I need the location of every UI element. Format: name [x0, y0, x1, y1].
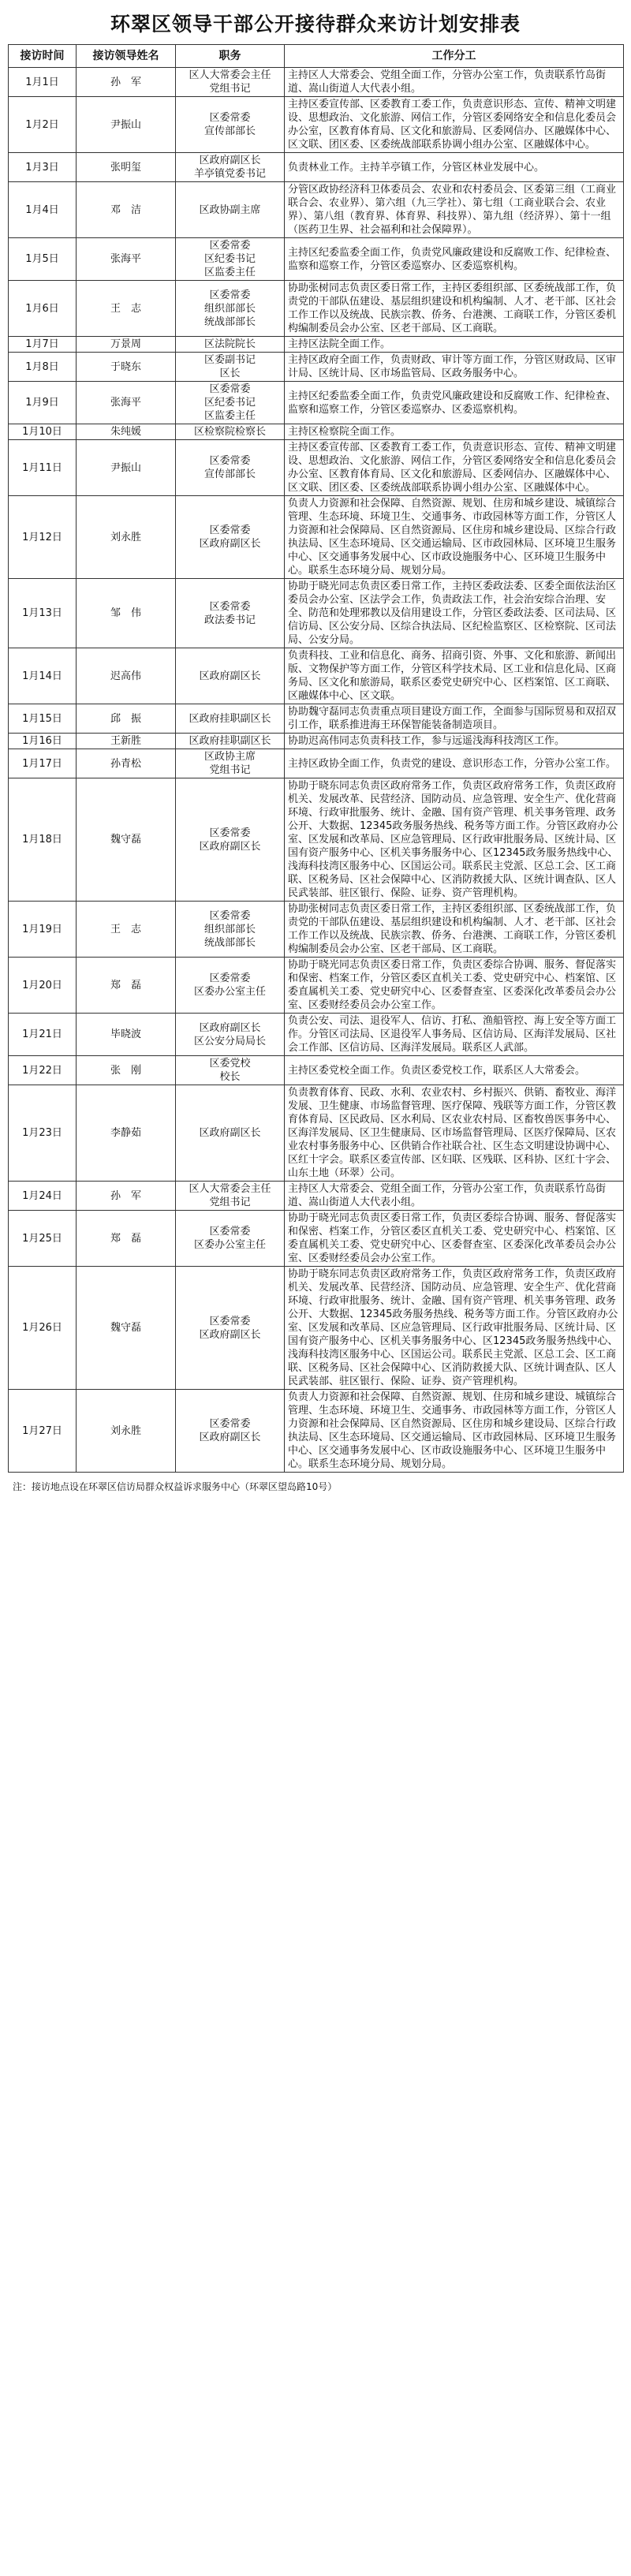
row-date: 1月2日 — [9, 97, 77, 153]
row-leader-name: 刘永胜 — [77, 496, 176, 579]
row-leader-name: 朱纯媛 — [77, 424, 176, 440]
table-row — [9, 648, 624, 704]
row-position: 区委常委 区政府副区长 — [176, 778, 285, 902]
row-position: 区委常委 区政府副区长 — [176, 1267, 285, 1390]
row-duties: 协助张树同志负责区委日常工作，主持区委组织部、区委统战部工作，负责党的干部队伍建设、基层组织建设和机构编制、人才、老干部、区社会工作工作以及统战、民族宗教、侨务、台港澳、工商联工作，分管区委机构编制委员会办公室、区老干部局、区工商联。 — [285, 902, 624, 958]
table-row — [9, 353, 624, 382]
row-duties: 主持区法院全面工作。 — [285, 337, 624, 353]
table-body — [9, 68, 624, 1473]
row-leader-name: 邹 伟 — [77, 579, 176, 648]
row-position: 区委常委 组织部部长 统战部部长 — [176, 281, 285, 337]
row-date: 1月26日 — [9, 1267, 77, 1390]
table-row — [9, 1014, 624, 1056]
row-position: 区委党校 校长 — [176, 1056, 285, 1085]
table-row — [9, 281, 624, 337]
table-row — [9, 440, 624, 496]
row-duties: 负责人力资源和社会保障、自然资源、规划、住房和城乡建设、城镇综合管理、生态环境、环境卫生、交通事务、市政园林等方面工作，分管区人力资源和社会保障局、区自然资源局、区住房和城乡建设局、区综合行政执法局、区生态环境局、区交通运输局、区市政园林局、区环境卫生服务中心、区交通事务发展中心、区市政设施服务中心、区环境卫生服务中心。联系生态环境分局、规划分局。 — [285, 1390, 624, 1473]
row-duties: 主持区纪委监委全面工作，负责党风廉政建设和反腐败工作、纪律检查、监察和巡察工作，分管区委巡察办、区委巡察机构。 — [285, 238, 624, 281]
row-duties: 协助于晓光同志负责区委日常工作，负责区委综合协调、服务、督促落实和保密、档案工作，分管区委区直机关工委、党史研究中心、档案馆、区委直属机关工委、党史研究中心、区委督查室、区委深化改革委员会办公室、区委财经委员会办公室工作。 — [285, 1211, 624, 1267]
row-leader-name: 郑 磊 — [77, 958, 176, 1014]
row-date: 1月15日 — [9, 704, 77, 734]
row-duties: 主持区政协全面工作，负责党的建设、意识形态工作，分管办公室工作。 — [285, 749, 624, 778]
row-duties: 主持区人大常委会、党组全面工作，分管办公室工作，负责联系竹岛街道、嵩山街道人大代表小组。 — [285, 1182, 624, 1211]
row-duties: 主持区纪委监委全面工作，负责党风廉政建设和反腐败工作、纪律检查、监察和巡察工作，分管区委巡察办、区委巡察机构。 — [285, 382, 624, 424]
row-leader-name: 孙 军 — [77, 1182, 176, 1211]
row-position: 区政府副区长 羊亭镇党委书记 — [176, 153, 285, 182]
row-position: 区委常委 区纪委书记 区监委主任 — [176, 382, 285, 424]
table-row — [9, 1056, 624, 1085]
row-duties: 负责人力资源和社会保障、自然资源、规划、住房和城乡建设、城镇综合管理、生态环境、环境卫生、交通事务、市政园林等方面工作，分管区人力资源和社会保障局、区自然资源局、区住房和城乡建设局、区综合行政执法局、区生态环境局、区交通运输局、区市政园林局、区环境卫生服务中心、区交通事务发展中心、区市政设施服务中心、区环境卫生服务中心。联系生态环境分局、规划分局。 — [285, 496, 624, 579]
row-date: 1月8日 — [9, 353, 77, 382]
row-position: 区人大常委会主任 党组书记 — [176, 68, 285, 97]
table-row — [9, 337, 624, 353]
table-row — [9, 182, 624, 238]
table-row — [9, 97, 624, 153]
row-date: 1月20日 — [9, 958, 77, 1014]
row-position: 区政协主席 党组书记 — [176, 749, 285, 778]
row-position: 区委常委 区纪委书记 区监委主任 — [176, 238, 285, 281]
row-leader-name: 王新胜 — [77, 734, 176, 749]
row-date: 1月24日 — [9, 1182, 77, 1211]
row-position: 区委常委 区委办公室主任 — [176, 1211, 285, 1267]
row-date: 1月4日 — [9, 182, 77, 238]
row-duties: 主持区政府全面工作，负责财政、审计等方面工作，分管区财政局、区审计局、区统计局、区市场监管局、区政务服务中心。 — [285, 353, 624, 382]
row-duties: 负责科技、工业和信息化、商务、招商引资、外事、文化和旅游、新闻出版、文物保护等方面工作，分管区科学技术局、区工业和信息化局、区商务局、区文化和旅游局，联系区委党史研究中心、区档案馆、区工商联、区融媒体中心、区文联。 — [285, 648, 624, 704]
table-row — [9, 958, 624, 1014]
table-row — [9, 1182, 624, 1211]
table-row — [9, 382, 624, 424]
table-row — [9, 424, 624, 440]
row-leader-name: 尹振山 — [77, 97, 176, 153]
row-position: 区人大常委会主任 党组书记 — [176, 1182, 285, 1211]
row-leader-name: 邱 振 — [77, 704, 176, 734]
row-date: 1月16日 — [9, 734, 77, 749]
header-duties: 工作分工 — [285, 45, 624, 68]
table-row — [9, 153, 624, 182]
row-date: 1月17日 — [9, 749, 77, 778]
row-date: 1月18日 — [9, 778, 77, 902]
row-leader-name: 迟高伟 — [77, 648, 176, 704]
row-position: 区政协副主席 — [176, 182, 285, 238]
row-position: 区政府副区长 — [176, 648, 285, 704]
row-leader-name: 尹振山 — [77, 440, 176, 496]
row-position: 区委常委 政法委书记 — [176, 579, 285, 648]
row-position: 区政府挂职副区长 — [176, 704, 285, 734]
table-row — [9, 778, 624, 902]
row-duties: 协助魏守磊同志负责重点项目建设方面工作，全面参与国际贸易和双招双引工作，联系推进海王环保智能装备制造项目。 — [285, 704, 624, 734]
row-duties: 协助于晓东同志负责区政府常务工作，负责区政府常务工作，负责区政府机关、发展改革、民营经济、国防动员、应急管理、安全生产、优化营商环境、行政审批服务、统计、金融、国有资产管理、机关事务管理、政务公开、大数据、12345政务服务热线、税务等方面工作。分管区政府办公室、区发展和改革局、区应急管理局、区行政审批服务局、区统计局、区国有资产服务中心、区机关事务服务中心、区12345政务服务热线中心、浅海科技湾区服务中心、区国运公司。联系民主党派、区总工会、区工商联、区税务局、区社会保障中心、区消防救援大队、区统计调查队、区人民武装部、驻区银行、保险、证券、资产管理机构。 — [285, 1267, 624, 1390]
row-date: 1月25日 — [9, 1211, 77, 1267]
page-title: 环翠区领导干部公开接待群众来访计划安排表 — [110, 13, 521, 35]
row-date: 1月1日 — [9, 68, 77, 97]
row-position: 区政府挂职副区长 — [176, 734, 285, 749]
row-duties: 协助于晓东同志负责区政府常务工作，负责区政府常务工作，负责区政府机关、发展改革、民营经济、国防动员、应急管理、安全生产、优化营商环境、行政审批服务、统计、金融、国有资产管理、机关事务管理、政务公开、大数据、12345政务服务热线、税务等方面工作。分管区政府办公室、区发展和改革局、区应急管理局、区行政审批服务局、区统计局、区国有资产服务中心、区机关事务服务中心、区12345政务服务热线中心、浅海科技湾区服务中心、区国运公司。联系民主党派、区总工会、区工商联、区税务局、区社会保障中心、区消防救援大队、区统计调查队、区人民武装部、驻区银行、保险、证券、资产管理机构。 — [285, 778, 624, 902]
row-leader-name: 于晓东 — [77, 353, 176, 382]
row-leader-name: 魏守磊 — [77, 1267, 176, 1390]
row-leader-name: 魏守磊 — [77, 778, 176, 902]
row-date: 1月6日 — [9, 281, 77, 337]
row-date: 1月23日 — [9, 1085, 77, 1182]
row-date: 1月22日 — [9, 1056, 77, 1085]
row-position: 区委常委 宣传部部长 — [176, 440, 285, 496]
row-leader-name: 刘永胜 — [77, 1390, 176, 1473]
row-date: 1月13日 — [9, 579, 77, 648]
header-name: 接访领导姓名 — [77, 45, 176, 68]
table-row — [9, 1390, 624, 1473]
row-leader-name: 张海平 — [77, 382, 176, 424]
row-date: 1月5日 — [9, 238, 77, 281]
row-date: 1月21日 — [9, 1014, 77, 1056]
row-date: 1月7日 — [9, 337, 77, 353]
table-row — [9, 238, 624, 281]
table-row — [9, 749, 624, 778]
row-date: 1月27日 — [9, 1390, 77, 1473]
row-duties: 主持区人大常委会、党组全面工作，分管办公室工作，负责联系竹岛街道、嵩山街道人大代表小组。 — [285, 68, 624, 97]
row-position: 区委常委 区委办公室主任 — [176, 958, 285, 1014]
row-position: 区检察院检察长 — [176, 424, 285, 440]
row-position: 区委常委 区政府副区长 — [176, 496, 285, 579]
row-date: 1月12日 — [9, 496, 77, 579]
row-leader-name: 孙 军 — [77, 68, 176, 97]
row-date: 1月11日 — [9, 440, 77, 496]
row-duties: 协助于晓光同志负责区委日常工作，主持区委政法委、区委全面依法治区委员会办公室、区法学会工作，负责政法工作，社会治安综合治理、安全、防范和处理邪教以及信用建设工作，分管区委政法委、区司法局、区信访局、区公安分局、区综合执法局、区纪检监察区、区检察院、区司法局、公安分局。 — [285, 579, 624, 648]
footnote: 注：接访地点设在环翠区信访局群众权益诉求服务中心（环翠区望岛路10号） — [13, 1481, 338, 1492]
row-date: 1月10日 — [9, 424, 77, 440]
table-row — [9, 734, 624, 749]
row-duties: 主持区委宣传部、区委教育工委工作，负责意识形态、宣传、精神文明建设、思想政治、文化旅游、网信工作，分管区委网络安全和信息化委员会办公室、区教育体育局、区文化和旅游局、区委网信办、区融媒体中心、区文联、团区委、区委统战部联系协调小组办公室、区融媒体中心。 — [285, 440, 624, 496]
row-duties: 负责公安、司法、退役军人、信访、打私、渔船管控、海上安全等方面工作。分管区司法局、区退役军人事务局、区信访局、区海洋发展局、区社会工作部、区信访局、区海洋发展局。联系区人武部。 — [285, 1014, 624, 1056]
row-duties: 协助于晓光同志负责区委日常工作，负责区委综合协调、服务、督促落实和保密、档案工作，分管区委区直机关工委、党史研究中心、档案馆、区委直属机关工委、党史研究中心、区委督查室、区委深化改革委员会办公室、区委财经委员会办公室工作。 — [285, 958, 624, 1014]
row-duties: 协助迟高伟同志负责科技工作，参与远遥浅海科技湾区工作。 — [285, 734, 624, 749]
row-position: 区政府副区长 区公安分局局长 — [176, 1014, 285, 1056]
row-leader-name: 李静茹 — [77, 1085, 176, 1182]
row-position: 区法院院长 — [176, 337, 285, 353]
row-leader-name: 张海平 — [77, 238, 176, 281]
row-position: 区委常委 区政府副区长 — [176, 1390, 285, 1473]
table-row — [9, 68, 624, 97]
table-row — [9, 579, 624, 648]
row-date: 1月14日 — [9, 648, 77, 704]
row-leader-name: 张 刚 — [77, 1056, 176, 1085]
row-leader-name: 毕晓波 — [77, 1014, 176, 1056]
row-position: 区委常委 宣传部部长 — [176, 97, 285, 153]
row-date: 1月19日 — [9, 902, 77, 958]
row-leader-name: 张明玺 — [77, 153, 176, 182]
row-position: 区政府副区长 — [176, 1085, 285, 1182]
row-duties: 主持区委党校全面工作。负责区委党校工作，联系区人大常委会。 — [285, 1056, 624, 1085]
row-leader-name: 万景周 — [77, 337, 176, 353]
row-duties: 协助张树同志负责区委日常工作，主持区委组织部、区委统战部工作，负责党的干部队伍建设、基层组织建设和机构编制、人才、老干部、区社会工作工作以及统战、民族宗教、侨务、台港澳、工商联工作，分管区委机构编制委员会办公室、区老干部局、区工商联。 — [285, 281, 624, 337]
row-duties: 主持区检察院全面工作。 — [285, 424, 624, 440]
table-row — [9, 496, 624, 579]
row-duties: 负责教育体育、民政、水利、农业农村、乡村振兴、供销、畜牧业、海洋发展、卫生健康、市场监督管理、医疗保障、残联等方面工作，分管区教育体育局、区民政局、区水利局、区农业农村局、区畜牧兽医事务中心、区海洋发展局、区卫生健康局、区市场监督管理局、区医疗保障局、区农业农村事务服务中心、区供销合作社联合社、区生态文明建设协调中心、区红十字会。联系区委宣传部、区妇联、区残联、区科协、区红十字会、山东土地（环翠）公司。 — [285, 1085, 624, 1182]
row-duties: 主持区委宣传部、区委教育工委工作，负责意识形态、宣传、精神文明建设、思想政治、文化旅游、网信工作，分管区委网络安全和信息化委员会办公室，区教育体育局、区文化和旅游局、区委网信办、区融媒体中心、区文联、团区委、区委统战部联系协调小组办公室、区融媒体中心。 — [285, 97, 624, 153]
row-leader-name: 王 志 — [77, 281, 176, 337]
row-position: 区委常委 组织部部长 统战部部长 — [176, 902, 285, 958]
table-row — [9, 704, 624, 734]
table-row — [9, 1211, 624, 1267]
row-date: 1月9日 — [9, 382, 77, 424]
schedule-table — [8, 44, 624, 1473]
table-row — [9, 1085, 624, 1182]
row-leader-name: 郑 磊 — [77, 1211, 176, 1267]
row-date: 1月3日 — [9, 153, 77, 182]
row-position: 区委副书记 区长 — [176, 353, 285, 382]
table-row — [9, 902, 624, 958]
header-position: 职务 — [176, 45, 285, 68]
header-date: 接访时间 — [9, 45, 77, 68]
row-leader-name: 孙青松 — [77, 749, 176, 778]
row-leader-name: 王 志 — [77, 902, 176, 958]
table-row — [9, 1267, 624, 1390]
row-leader-name: 邓 洁 — [77, 182, 176, 238]
row-duties: 负责林业工作。主持羊亭镇工作，分管区林业发展中心。 — [285, 153, 624, 182]
row-duties: 分管区政协经济科卫体委员会、农业和农村委员会、区委第三组（工商业联合会、农业界）、第六组（九三学社）、第七组（工商业联合会、农业界）、第八组（教育界、体育界、科技界）、第九组（经济界）、第十一组（医药卫生界、社会福利和社会保障界）。 — [285, 182, 624, 238]
table-header-row — [9, 45, 624, 68]
